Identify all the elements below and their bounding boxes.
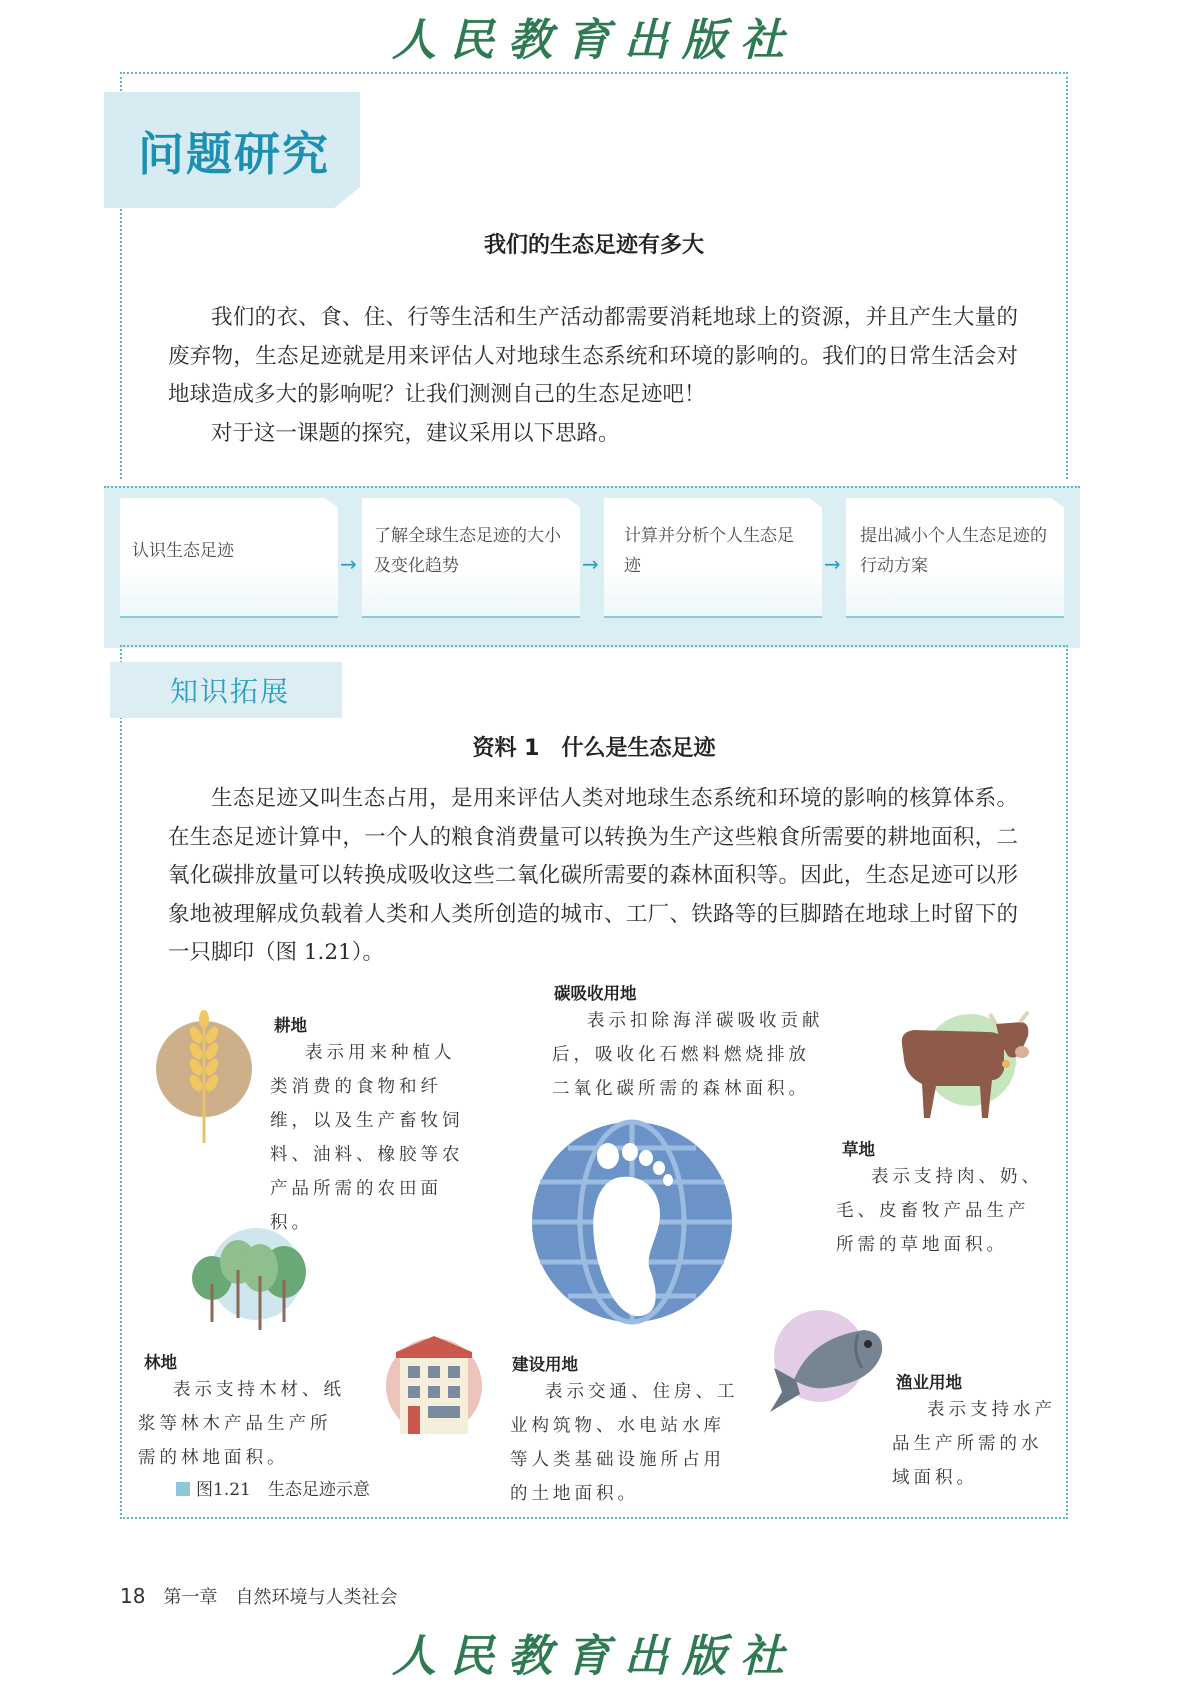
arrow-right-icon: → [582, 552, 599, 576]
process-step-4-label: 提出减小个人生态足迹的行动方案 [860, 526, 1047, 576]
intro-suggestion: 对于这一课题的探究，建议采用以下思路。 [211, 421, 620, 446]
process-step-1-label: 认识生态足迹 [132, 541, 234, 561]
page-footer [120, 1583, 397, 1609]
arrow-right-icon: → [340, 552, 357, 576]
carbon-label: 碳吸收用地 [554, 984, 637, 1003]
fish-icon [770, 1308, 888, 1416]
builtup-desc: 表示交通、住房、工业构筑物、水电站水库等人类基础设施所占用的土地面积。 [510, 1382, 739, 1504]
cropland-label: 耕地 [274, 1016, 307, 1035]
fishing-label: 渔业用地 [896, 1373, 962, 1392]
building-icon [380, 1326, 484, 1438]
forest-label: 林地 [144, 1353, 177, 1372]
intro-paragraph: 我们的衣、食、住、行等生活和生产活动都需要消耗地球上的资源，并且产生大量的废弃物，生态足迹就是用来评估人对地球生态系统和环境的影响的。我们的日常生活会对地球造成多大的影响呢？让我们测测自己的生态足迹吧！ [168, 305, 1018, 407]
process-step-2-label: 了解全球生态足迹的大小及变化趋势 [374, 526, 561, 576]
builtup-label: 建设用地 [512, 1355, 578, 1374]
article-title: 我们的生态足迹有多大 [483, 233, 704, 258]
process-step-3-label: 计算并分析个人生态足迹 [624, 526, 794, 576]
figure-caption-text: 图1.21 生态足迹示意 [196, 1480, 370, 1500]
cropland-desc: 表示用来种植人类消费的食物和纤维，以及生产畜牧饲料、油料、橡胶等农产品所需的农田面积。 [270, 1043, 464, 1233]
grassland-label: 草地 [842, 1140, 875, 1159]
carbon-desc: 表示扣除海洋碳吸收贡献后，吸收化石燃料燃烧排放二氧化碳所需的森林面积。 [552, 1011, 824, 1099]
wheat-icon [154, 1005, 258, 1145]
caption-marker-icon [176, 1482, 190, 1496]
cow-icon [896, 1010, 1034, 1122]
arrow-right-icon: → [824, 552, 841, 576]
publisher-wordmark: 人民教育出版社 [392, 15, 798, 66]
publisher-wordmark-bottom: 人民教育出版社 [392, 1631, 798, 1682]
fishing-desc: 表示支持水产品生产所需的水域面积。 [892, 1400, 1056, 1488]
material-title: 资料 1 什么是生态足迹 [472, 736, 716, 761]
trees-icon [188, 1222, 316, 1332]
page-number: 18 [120, 1584, 146, 1608]
globe-footprint-icon [528, 1118, 736, 1326]
grassland-desc: 表示支持肉、奶、毛、皮畜牧产品生产所需的草地面积。 [836, 1167, 1043, 1255]
forest-desc: 表示支持木材、纸浆等林木产品生产所需的林地面积。 [138, 1380, 345, 1468]
section-tag: 问题研究 [138, 127, 330, 181]
figure-caption [176, 1475, 370, 1500]
material-body: 生态足迹又叫生态占用，是用来评估人类对地球生态系统和环境的影响的核算体系。在生态足迹计算中，一个人的粮食消费量可以转换为生产这些粮食所需要的耕地面积，二氧化碳排放量可以转换成吸收这些二氧化碳所需要的森林面积等。因此，生态足迹可以形象地被理解成负载着人类和人类所创造的城市、工厂、铁路等的巨脚踏在地球上时留下的一只脚印（图 1.21）。 [168, 786, 1018, 965]
knowledge-tag: 知识拓展 [170, 675, 291, 708]
chapter-title: 第一章 自然环境与人类社会 [163, 1587, 398, 1608]
